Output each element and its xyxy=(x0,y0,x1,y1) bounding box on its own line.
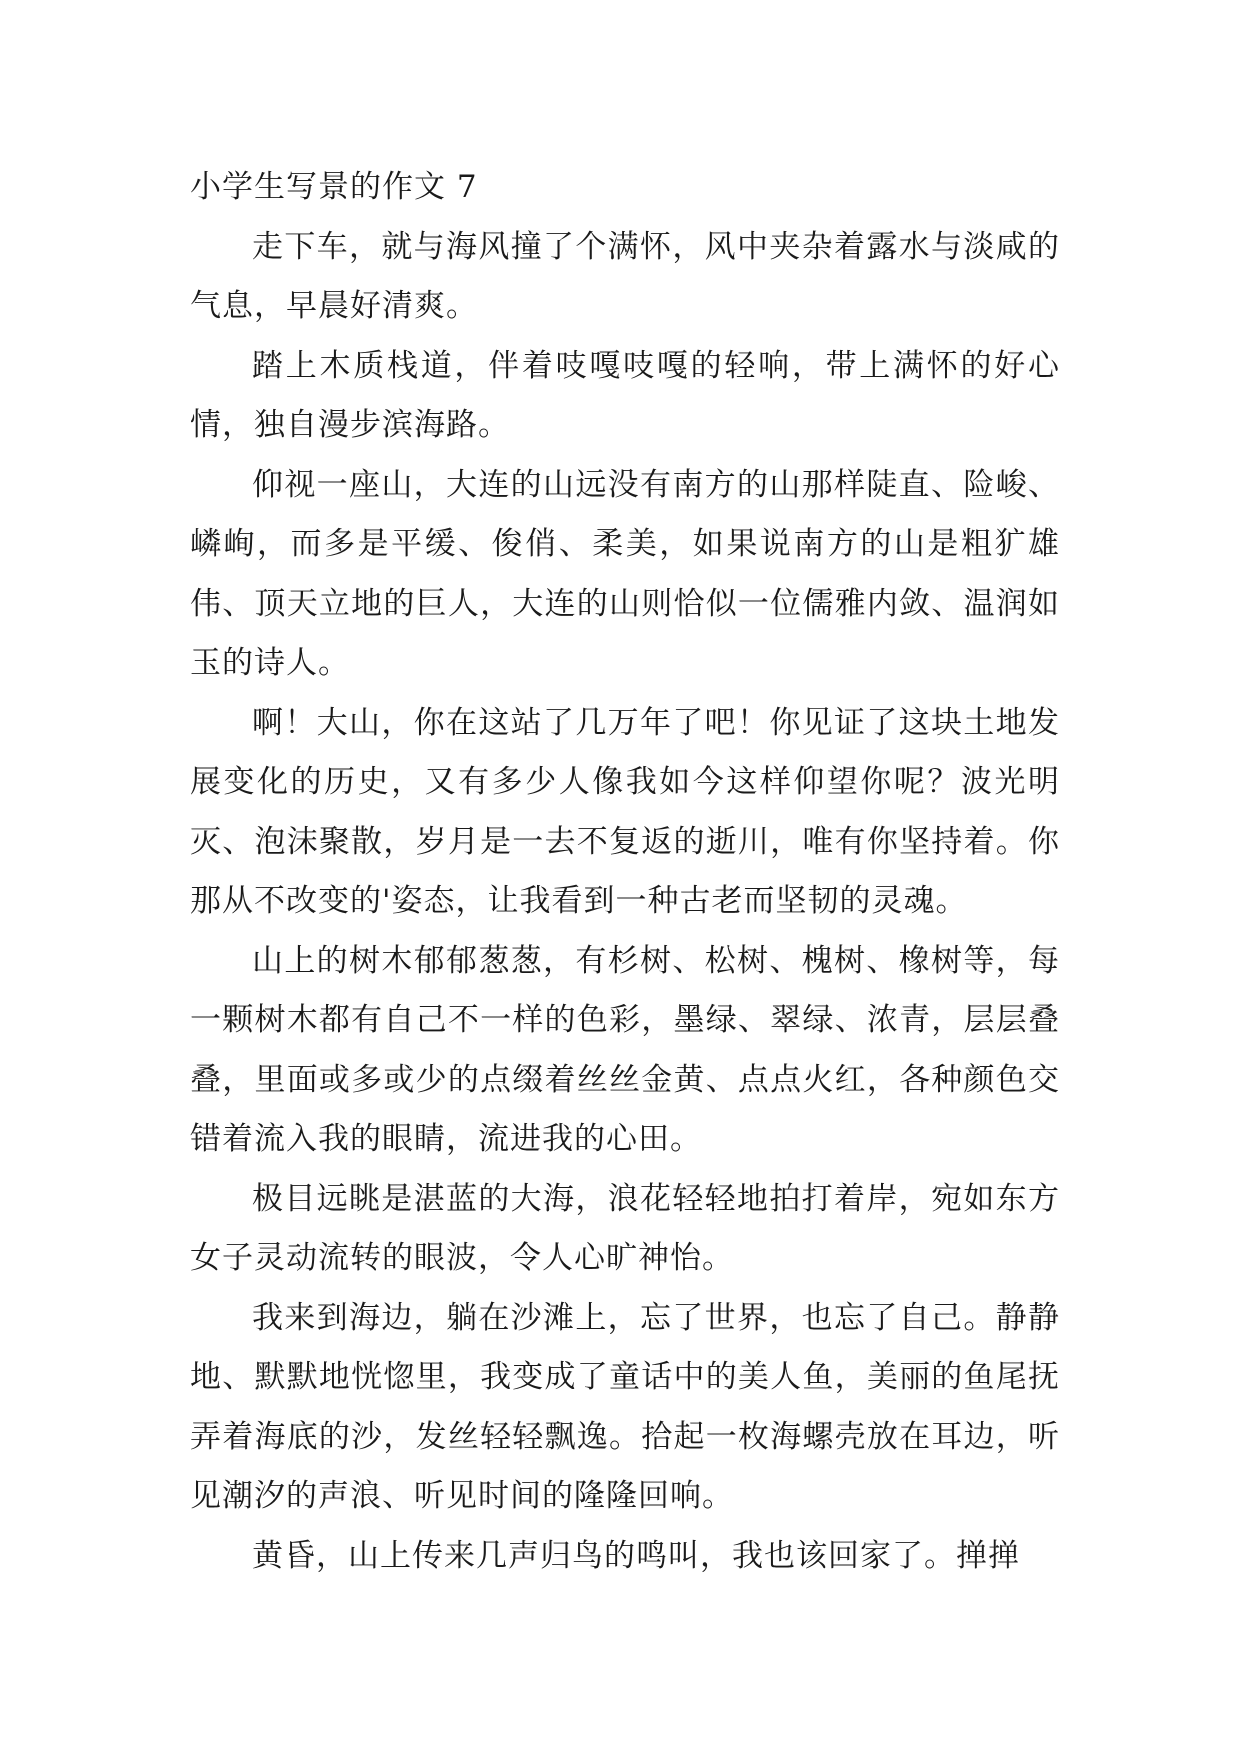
paragraph-6: 极目远眺是湛蓝的大海，浪花轻轻地拍打着岸，宛如东方女子灵动流转的眼波，令人心旷神怡。 xyxy=(190,1180,1060,1276)
paragraph-1: 走下车，就与海风撞了个满怀，风中夹杂着露水与淡咸的气息，早晨好清爽。 xyxy=(190,228,1060,324)
paragraph-2: 踏上木质栈道，伴着吱嘎吱嘎的轻响，带上满怀的好心情，独自漫步滨海路。 xyxy=(190,347,1060,443)
paragraph-4: 啊！大山，你在这站了几万年了吧！你见证了这块土地发展变化的历史，又有多少人像我如今这样仰望你呢？波光明灭、泡沫聚散，岁月是一去不复返的逝川，唯有你坚持着。你那从不改变的'姿态，让我看到一种古老而坚韧的灵魂。 xyxy=(190,704,1060,919)
paragraph-3: 仰视一座山，大连的山远没有南方的山那样陡直、险峻、嶙峋，而多是平缓、俊俏、柔美，如果说南方的山是粗犷雄伟、顶天立地的巨人，大连的山则恰似一位儒雅内敛、温润如玉的诗人。 xyxy=(190,466,1060,681)
essay-title: 小学生写景的作文 7 xyxy=(190,169,478,205)
essay-body xyxy=(190,158,1060,1586)
paragraph-8: 黄昏，山上传来几声归鸟的鸣叫，我也该回家了。掸掸 xyxy=(252,1537,1020,1574)
paragraph-5: 山上的树木郁郁葱葱，有杉树、松树、槐树、橡树等，每一颗树木都有自己不一样的色彩，墨绿、翠绿、浓青，层层叠叠，里面或多或少的点缀着丝丝金黄、点点火红，各种颜色交错着流入我的眼睛，流进我的心田。 xyxy=(190,942,1060,1157)
paragraph-7: 我来到海边，躺在沙滩上，忘了世界，也忘了自己。静静地、默默地恍惚里，我变成了童话中的美人鱼，美丽的鱼尾抚弄着海底的沙，发丝轻轻飘逸。拾起一枚海螺壳放在耳边，听见潮汐的声浪、听见时间的隆隆回响。 xyxy=(190,1299,1060,1514)
